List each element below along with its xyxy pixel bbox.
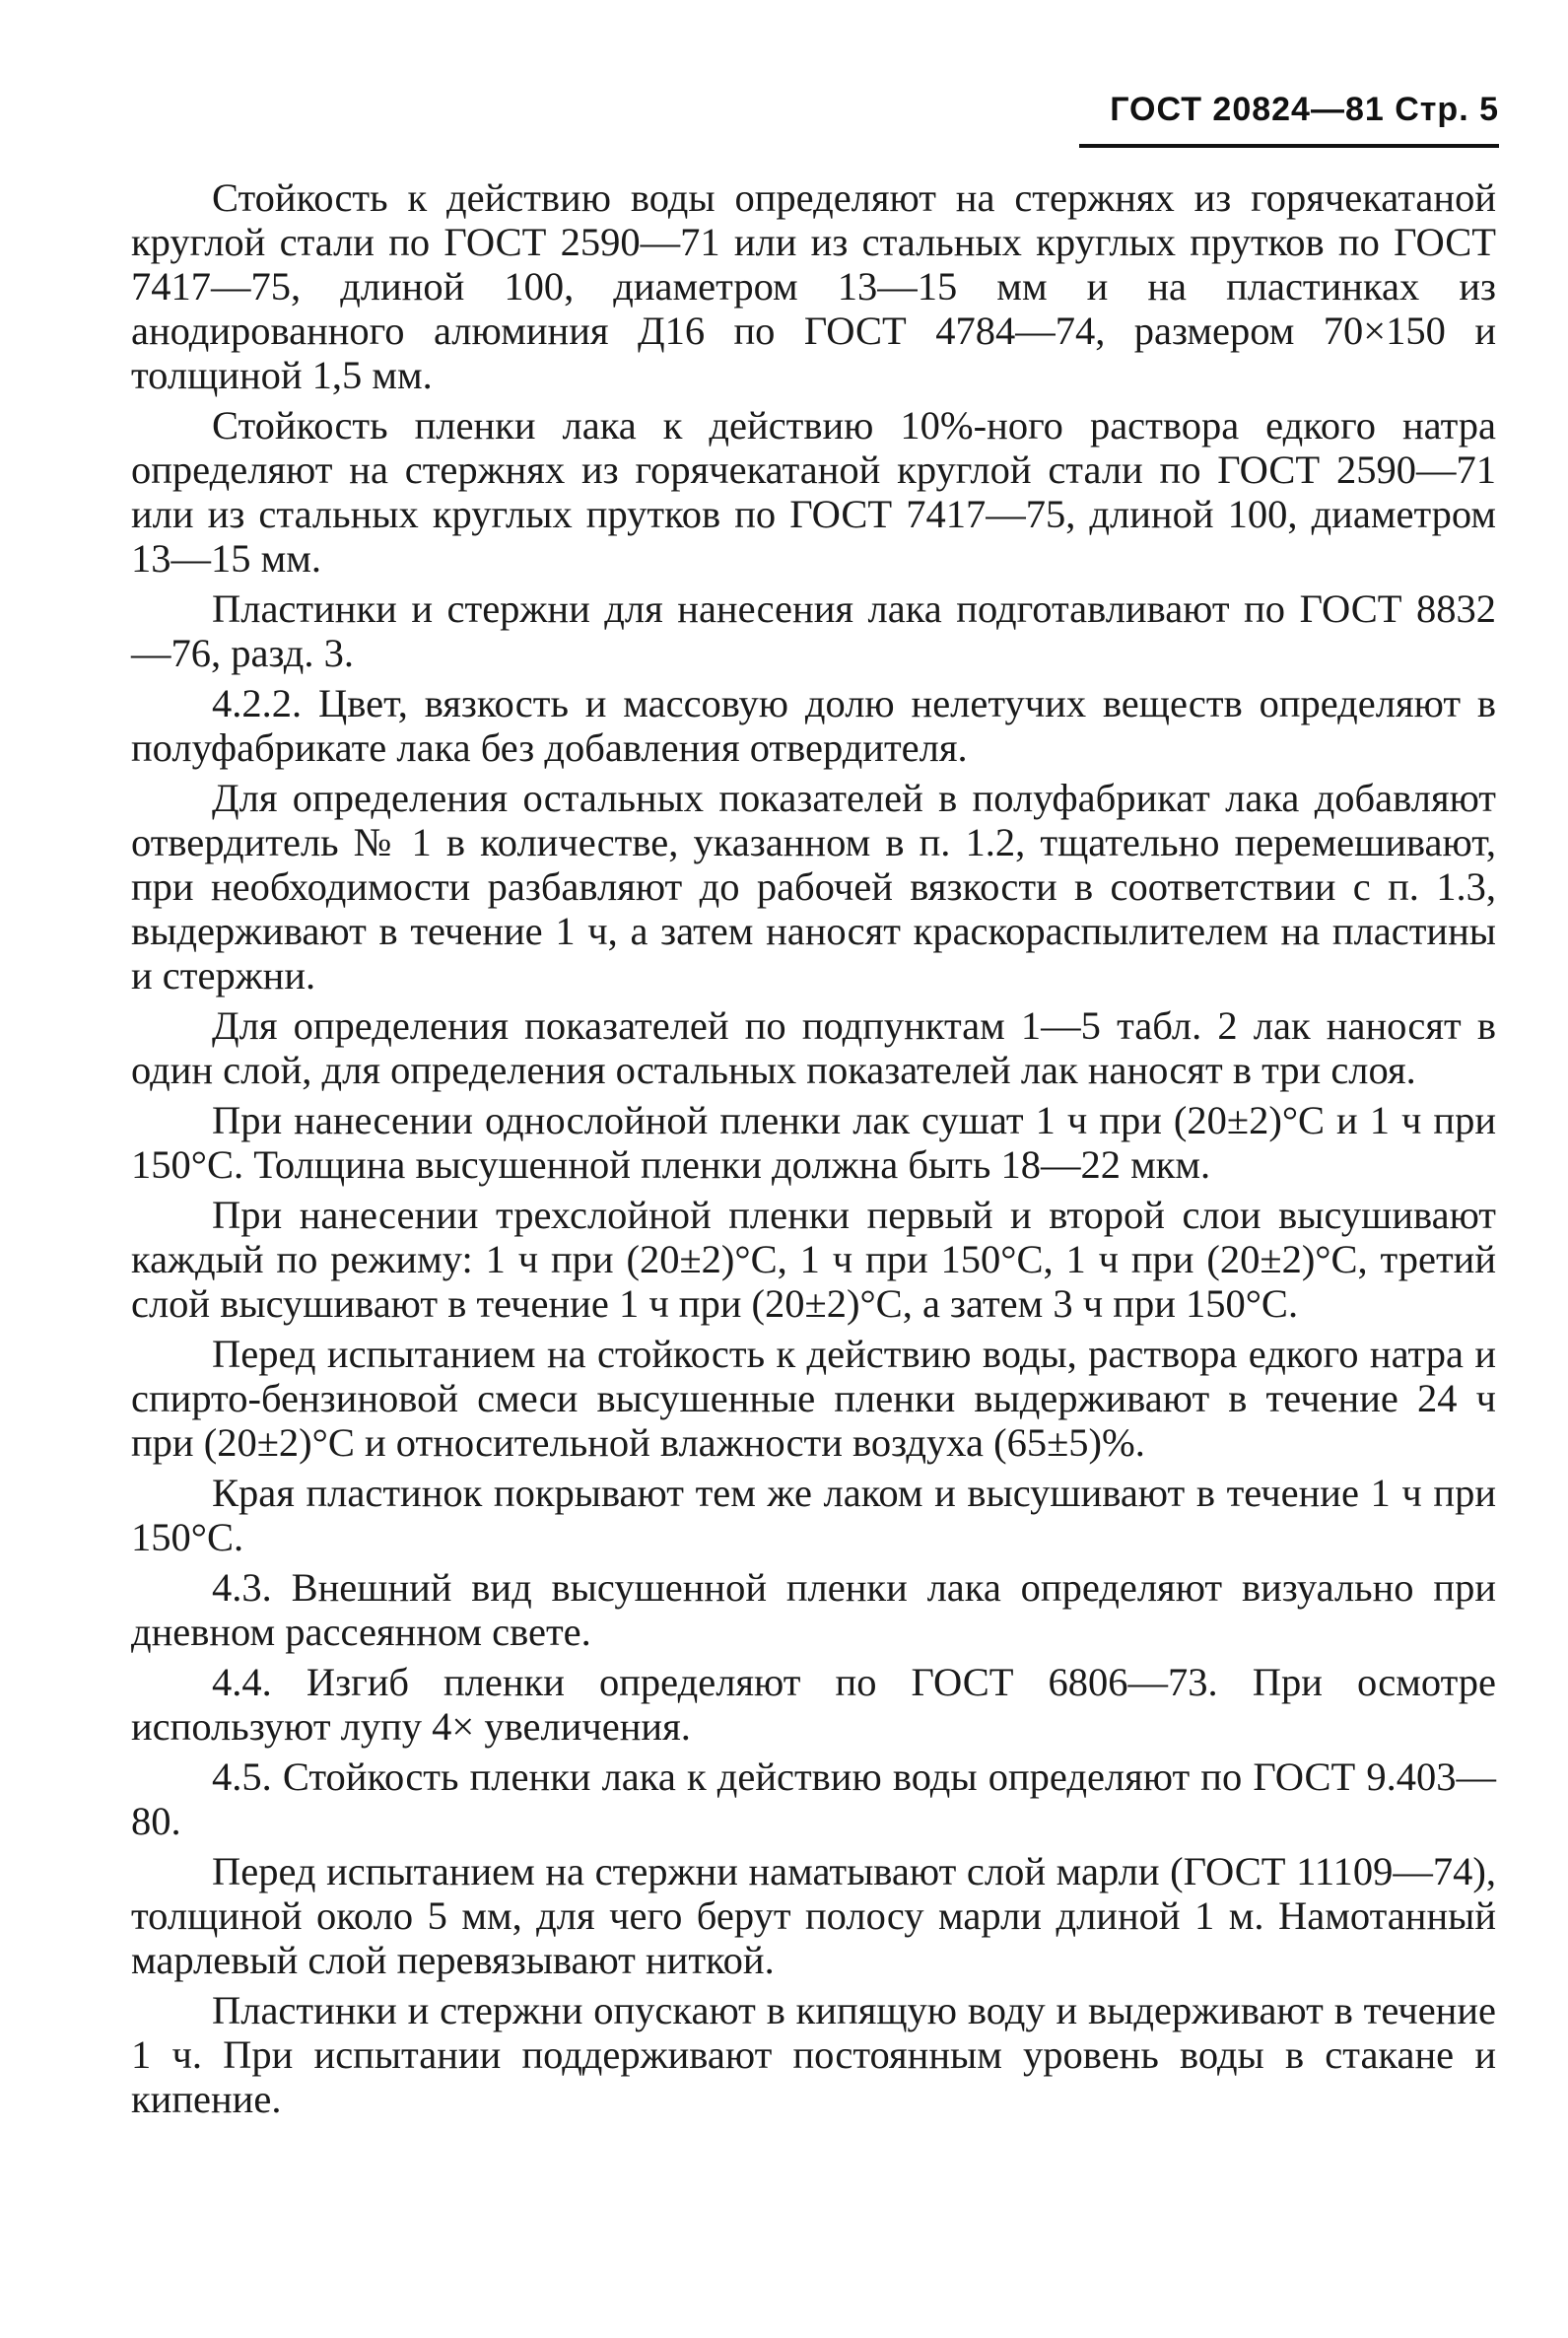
paragraph-hardener-addition: Для определения остальных показателей в полуфабрикат лака добавляют отвердитель № 1 в количестве, указанном в п. 1.2, тщательно перемешивают, при необходимости разбавляют до рабочей вязкости в соответствии с п. 1.3, выдерживают в течение 1 ч, а затем наносят краскораспылителем на пластины и стержни. — [131, 776, 1496, 997]
paragraph-naoh-resistance-samples: Стойкость пленки лака к действию 10%-ного раствора едкого натра определяют на стержнях из горячекатаной круглой стали по ГОСТ 2590—71 или из стальных круглых прутков по ГОСТ 7417—75, длиной 100, диаметром 13—15 мм. — [131, 403, 1496, 581]
running-header: ГОСТ 20824—81 Стр. 5 — [1110, 91, 1499, 128]
paragraph-layer-count: Для определения показателей по подпунктам 1—5 табл. 2 лак наносят в один слой, для определения остальных показателей лак наносят в три слоя. — [131, 1003, 1496, 1092]
paragraph-edge-coating: Края пластинок покрывают тем же лаком и высушивают в течение 1 ч при 150°С. — [131, 1471, 1496, 1559]
paragraph-conditioning: Перед испытанием на стойкость к действию воды, раствора едкого натра и спирто-бензиновой смеси высушенные пленки выдерживают в течение 24 ч при (20±2)°С и относительной влажности воздуха (65±5)%. — [131, 1332, 1496, 1465]
paragraph-three-layer-drying: При нанесении трехслойной пленки первый и второй слои высушивают каждый по режиму: 1 ч при (20±2)°С, 1 ч при 150°С, 1 ч при (20±2)°С, третий слой высушивают в течение 1 ч при (20±2)°С, а затем 3 ч при 150°С. — [131, 1193, 1496, 1326]
paragraph-gauze-wrapping: Перед испытанием на стержни наматывают слой марли (ГОСТ 11109—74), толщиной около 5 мм, для чего берут полосу марли длиной 1 м. Намотанный марлевый слой перевязывают ниткой. — [131, 1849, 1496, 1982]
paragraph-water-resistance-samples: Стойкость к действию воды определяют на стержнях из горячекатаной круглой стали по ГОСТ 2590—71 или из стальных круглых прутков по ГОСТ 7417—75, длиной 100, диаметром 13—15 мм и на пластинках из анодированного алюминия Д16 по ГОСТ 4784—74, размером 70×150 и толщиной 1,5 мм. — [131, 175, 1496, 397]
paragraph-4-5: 4.5. Стойкость пленки лака к действию воды определяют по ГОСТ 9.403—80. — [131, 1754, 1496, 1843]
paragraph-4-2-2: 4.2.2. Цвет, вязкость и массовую долю нелетучих веществ определяют в полуфабрикате лака без добавления отвердителя. — [131, 681, 1496, 770]
paragraph-4-4: 4.4. Изгиб пленки определяют по ГОСТ 6806—73. При осмотре используют лупу 4× увеличения. — [131, 1660, 1496, 1749]
paragraph-boiling-test: Пластинки и стержни опускают в кипящую воду и выдерживают в течение 1 ч. При испытании поддерживают постоянным уровень воды в стакане и кипение. — [131, 1988, 1496, 2121]
body-text — [131, 175, 1496, 2127]
paragraph-sample-preparation: Пластинки и стержни для нанесения лака подготавливают по ГОСТ 8832—76, разд. 3. — [131, 586, 1496, 675]
paragraph-4-3: 4.3. Внешний вид высушенной пленки лака определяют визуально при дневном рассеянном свете. — [131, 1565, 1496, 1654]
paragraph-single-layer-drying: При нанесении однослойной пленки лак сушат 1 ч при (20±2)°С и 1 ч при 150°С. Толщина высушенной пленки должна быть 18—22 мкм. — [131, 1098, 1496, 1187]
header-rule — [1079, 144, 1499, 148]
